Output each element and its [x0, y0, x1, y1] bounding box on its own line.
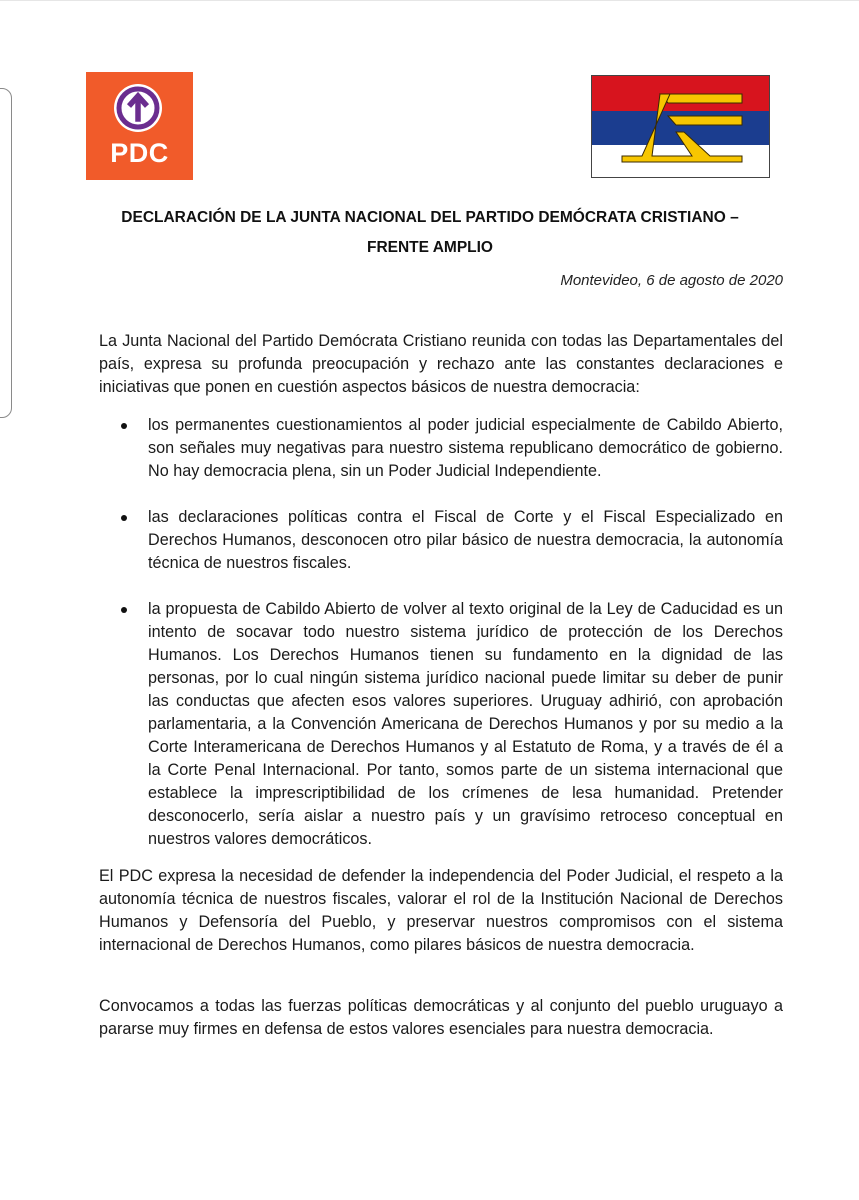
list-item [121, 414, 783, 483]
top-divider [0, 0, 859, 1]
list-item-text: los permanentes cuestionamientos al poder judicial especialmente de Cabildo Abierto, son señales muy negativas para nuestro sistema republicano democrático de gobierno. No hay democracia plena, sin un Poder Judicial Independiente. [148, 416, 783, 480]
pdc-logo-text: PDC [110, 138, 169, 168]
date-line: Montevideo, 6 de agosto de 2020 [560, 272, 783, 289]
intro-paragraph: La Junta Nacional del Partido Demócrata Cristiano reunida con todas las Departamentales del país, expresa su profunda preocupación y rechazo ante las constantes declaraciones e iniciativas que ponen en cuestión aspectos básicos de nuestra democracia: [99, 332, 783, 396]
side-tab-handle[interactable] [0, 88, 12, 418]
pdc-arrow-icon [114, 84, 162, 132]
list-item-text: la propuesta de Cabildo Abierto de volver al texto original de la Ley de Caducidad es un intento de socavar todo nuestro sistema jurídico de protección de los Derechos Humanos. Los Derechos Humanos tienen su fundamento en la dignidad de las personas, por lo cual ningún sistema jurídico nacional puede limitar su deber de punir las conductas que afecten esos valores superiores. Uruguay adhirió, con aprobación parlamentaria, a la Convención Americana de Derechos Humanos y por su medio a la Corte Interamericana de Derechos Humanos y al Estatuto de Roma, y a través de él a la Corte Penal Internacional. Por tanto, somos parte de un sistema internacional que establece la imprescriptibilidad de los crímenes de lesa humanidad. Pretender desconocerlo, sería aislar a nuestro país y un gravísimo retroceso conceptual en nuestros valores democráticos. [148, 600, 783, 848]
pdc-statement-paragraph: El PDC expresa la necesidad de defender la independencia del Poder Judicial, el respeto a la autonomía técnica de nuestros fiscales, valorar el rol de la Institución Nacional de Derechos Humanos y Defensoría del Pueblo, y preservar nuestros compromisos con el sistema internacional de Derechos Humanos, como pilares básicos de nuestra democracia. [99, 867, 783, 954]
bullet-icon [121, 607, 127, 613]
list-item [121, 506, 783, 575]
list-item [121, 598, 783, 851]
frente-amplio-flag [591, 75, 770, 178]
pdc-logo [86, 72, 193, 180]
document-title [60, 203, 800, 263]
list-item-text: las declaraciones políticas contra el Fiscal de Corte y el Fiscal Especializado en Derechos Humanos, desconocen otro pilar básico de nuestra democracia, la autonomía técnica de nuestros fiscales. [148, 508, 783, 572]
closing-paragraph: Convocamos a todas las fuerzas políticas democráticas y al conjunto del pueblo uruguayo a pararse muy firmes en defensa de estos valores esenciales para nuestra democracia. [99, 997, 783, 1038]
title-line-1: DECLARACIÓN DE LA JUNTA NACIONAL DEL PARTIDO DEMÓCRATA CRISTIANO – [121, 209, 739, 226]
bullet-icon [121, 515, 127, 521]
title-line-2: FRENTE AMPLIO [366, 239, 493, 256]
bullet-icon [121, 423, 127, 429]
